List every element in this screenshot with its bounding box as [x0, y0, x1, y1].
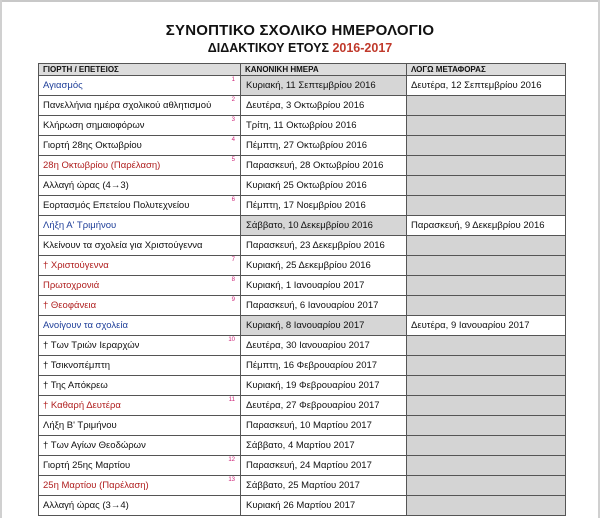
event-label: 28η Οκτωβρίου (Παρέλαση)	[43, 160, 161, 171]
subtitle-prefix: ΔΙΔΑΚΤΙΚΟΥ ΕΤΟΥΣ	[207, 41, 329, 55]
normal-day-cell: Κυριακή, 1 Ιανουαρίου 2017	[241, 276, 407, 296]
moved-day-cell	[407, 476, 566, 496]
event-label: Πρωτοχρονιά	[43, 280, 100, 291]
table-header-row	[39, 64, 566, 76]
moved-day-cell	[407, 276, 566, 296]
normal-day-cell: Κυριακή 26 Μαρτίου 2017	[241, 496, 407, 516]
moved-day-cell	[407, 96, 566, 116]
table-row	[39, 196, 566, 216]
moved-day-cell	[407, 116, 566, 136]
table-row	[39, 156, 566, 176]
normal-day-cell: Πέμπτη, 17 Νοεμβρίου 2016	[241, 196, 407, 216]
event-cell	[39, 316, 241, 336]
normal-day-cell: Δευτέρα, 3 Οκτωβρίου 2016	[241, 96, 407, 116]
event-label: Αλλαγή ώρας (4→3)	[43, 180, 129, 191]
event-cell	[39, 256, 241, 276]
table-row	[39, 416, 566, 436]
event-cell	[39, 436, 241, 456]
normal-day-cell: Δευτέρα, 30 Ιανουαρίου 2017	[241, 336, 407, 356]
event-cell	[39, 176, 241, 196]
event-label: † Χριστούγεννα	[43, 260, 109, 271]
event-cell	[39, 236, 241, 256]
event-label: Ανοίγουν τα σχολεία	[43, 320, 128, 331]
event-label: Πανελλήνια ημέρα σχολικού αθλητισμού	[43, 100, 212, 111]
event-label: Αγιασμός	[43, 80, 83, 91]
table-row	[39, 96, 566, 116]
footnote-number: 9	[231, 297, 235, 303]
event-cell	[39, 336, 241, 356]
normal-day-cell: Κυριακή, 8 Ιανουαρίου 2017	[241, 316, 407, 336]
event-label: Εορτασμός Επετείου Πολυτεχνείου	[43, 200, 190, 211]
school-year: 2016-2017	[332, 41, 393, 55]
moved-day-cell	[407, 296, 566, 316]
event-label: Κλείνουν τα σχολεία για Χριστούγεννα	[43, 240, 203, 251]
page-frame-left	[0, 0, 2, 518]
event-cell	[39, 216, 241, 236]
normal-day-cell: Παρασκευή, 24 Μαρτίου 2017	[241, 456, 407, 476]
event-label: Αλλαγή ώρας (3→4)	[43, 500, 129, 511]
event-cell	[39, 276, 241, 296]
normal-day-cell: Παρασκευή, 23 Δεκεμβρίου 2016	[241, 236, 407, 256]
event-label: † Των Τριών Ιεραρχών	[43, 340, 140, 351]
event-label: † Της Απόκρεω	[43, 380, 108, 391]
event-label: † Καθαρή Δευτέρα	[43, 400, 121, 411]
normal-day-cell: Κυριακή, 19 Φεβρουαρίου 2017	[241, 376, 407, 396]
footnote-number: 13	[228, 477, 235, 483]
event-label: † Τσικνοπέμπτη	[43, 360, 110, 371]
column-header-moved-day: ΛΟΓΩ ΜΕΤΑΦΟΡΑΣ	[407, 64, 566, 76]
table-row	[39, 76, 566, 96]
event-cell	[39, 496, 241, 516]
table-row	[39, 316, 566, 336]
page-frame-top	[0, 0, 600, 2]
moved-day-cell: Παρασκευή, 9 Δεκεμβρίου 2016	[407, 216, 566, 236]
normal-day-cell: Πέμπτη, 16 Φεβρουαρίου 2017	[241, 356, 407, 376]
event-label: † Των Αγίων Θεοδώρων	[43, 440, 146, 451]
table-row	[39, 456, 566, 476]
moved-day-cell: Δευτέρα, 9 Ιανουαρίου 2017	[407, 316, 566, 336]
event-label: † Θεοφάνεια	[43, 300, 97, 311]
moved-day-cell	[407, 436, 566, 456]
normal-day-cell: Κυριακή 25 Οκτωβρίου 2016	[241, 176, 407, 196]
moved-day-cell	[407, 236, 566, 256]
table-row	[39, 256, 566, 276]
normal-day-cell: Κυριακή, 11 Σεπτεμβρίου 2016	[241, 76, 407, 96]
footnote-number: 12	[228, 457, 235, 463]
moved-day-cell	[407, 416, 566, 436]
table-row	[39, 236, 566, 256]
event-cell	[39, 356, 241, 376]
moved-day-cell	[407, 176, 566, 196]
event-label: Λήξη Β' Τριμήνου	[43, 420, 117, 431]
event-cell	[39, 476, 241, 496]
normal-day-cell: Παρασκευή, 28 Οκτωβρίου 2016	[241, 156, 407, 176]
page-subtitle	[0, 41, 600, 55]
table-row	[39, 216, 566, 236]
normal-day-cell: Τρίτη, 11 Οκτωβρίου 2016	[241, 116, 407, 136]
event-cell	[39, 296, 241, 316]
moved-day-cell	[407, 496, 566, 516]
school-calendar-table	[38, 63, 566, 516]
column-header-event: ΓΙΟΡΤΗ / ΕΠΕΤΕΙΟΣ	[39, 64, 241, 76]
normal-day-cell: Δευτέρα, 27 Φεβρουαρίου 2017	[241, 396, 407, 416]
footnote-number: 5	[231, 157, 235, 163]
event-cell	[39, 116, 241, 136]
event-cell	[39, 416, 241, 436]
event-label: Κλήρωση σημαιοφόρων	[43, 120, 145, 131]
moved-day-cell	[407, 136, 566, 156]
table-row	[39, 296, 566, 316]
event-label: Γιορτή 28ης Οκτωβρίου	[43, 140, 142, 151]
table-row	[39, 276, 566, 296]
event-cell	[39, 396, 241, 416]
table-row	[39, 376, 566, 396]
event-cell	[39, 136, 241, 156]
footnote-number: 11	[228, 397, 235, 403]
footnote-number: 2	[231, 97, 235, 103]
event-label: 25η Μαρτίου (Παρέλαση)	[43, 480, 149, 491]
footnote-number: 10	[228, 337, 235, 343]
page-title: ΣΥΝΟΠΤΙΚΟ ΣΧΟΛΙΚΟ ΗΜΕΡΟΛΟΓΙΟ	[165, 22, 435, 39]
normal-day-cell: Σάββατο, 4 Μαρτίου 2017	[241, 436, 407, 456]
column-header-normal-day: ΚΑΝΟΝΙΚΗ ΗΜΕΡΑ	[241, 64, 407, 76]
moved-day-cell	[407, 156, 566, 176]
footnote-number: 6	[231, 197, 235, 203]
table-row	[39, 176, 566, 196]
event-cell	[39, 376, 241, 396]
normal-day-cell: Κυριακή, 25 Δεκεμβρίου 2016	[241, 256, 407, 276]
moved-day-cell	[407, 336, 566, 356]
normal-day-cell: Παρασκευή, 10 Μαρτίου 2017	[241, 416, 407, 436]
footnote-number: 4	[231, 137, 235, 143]
normal-day-cell: Παρασκευή, 6 Ιανουαρίου 2017	[241, 296, 407, 316]
normal-day-cell: Πέμπτη, 27 Οκτωβρίου 2016	[241, 136, 407, 156]
moved-day-cell	[407, 396, 566, 416]
footnote-number: 7	[231, 257, 235, 263]
moved-day-cell	[407, 376, 566, 396]
table-row	[39, 476, 566, 496]
footnote-number: 8	[231, 277, 235, 283]
table-row	[39, 136, 566, 156]
event-cell	[39, 196, 241, 216]
table-row	[39, 436, 566, 456]
footnote-number: 3	[231, 117, 235, 123]
event-label: Λήξη Α' Τριμήνου	[43, 220, 117, 231]
normal-day-cell: Σάββατο, 25 Μαρτίου 2017	[241, 476, 407, 496]
moved-day-cell	[407, 196, 566, 216]
moved-day-cell	[407, 456, 566, 476]
event-cell	[39, 76, 241, 96]
moved-day-cell: Δευτέρα, 12 Σεπτεμβρίου 2016	[407, 76, 566, 96]
normal-day-cell: Σάββατο, 10 Δεκεμβρίου 2016	[241, 216, 407, 236]
event-cell	[39, 96, 241, 116]
moved-day-cell	[407, 256, 566, 276]
table-row	[39, 496, 566, 516]
table-row	[39, 396, 566, 416]
event-cell	[39, 456, 241, 476]
table-row	[39, 336, 566, 356]
event-cell	[39, 156, 241, 176]
table-row	[39, 356, 566, 376]
footnote-number: 1	[231, 77, 235, 83]
moved-day-cell	[407, 356, 566, 376]
event-label: Γιορτή 25ης Μαρτίου	[43, 460, 131, 471]
table-row	[39, 116, 566, 136]
